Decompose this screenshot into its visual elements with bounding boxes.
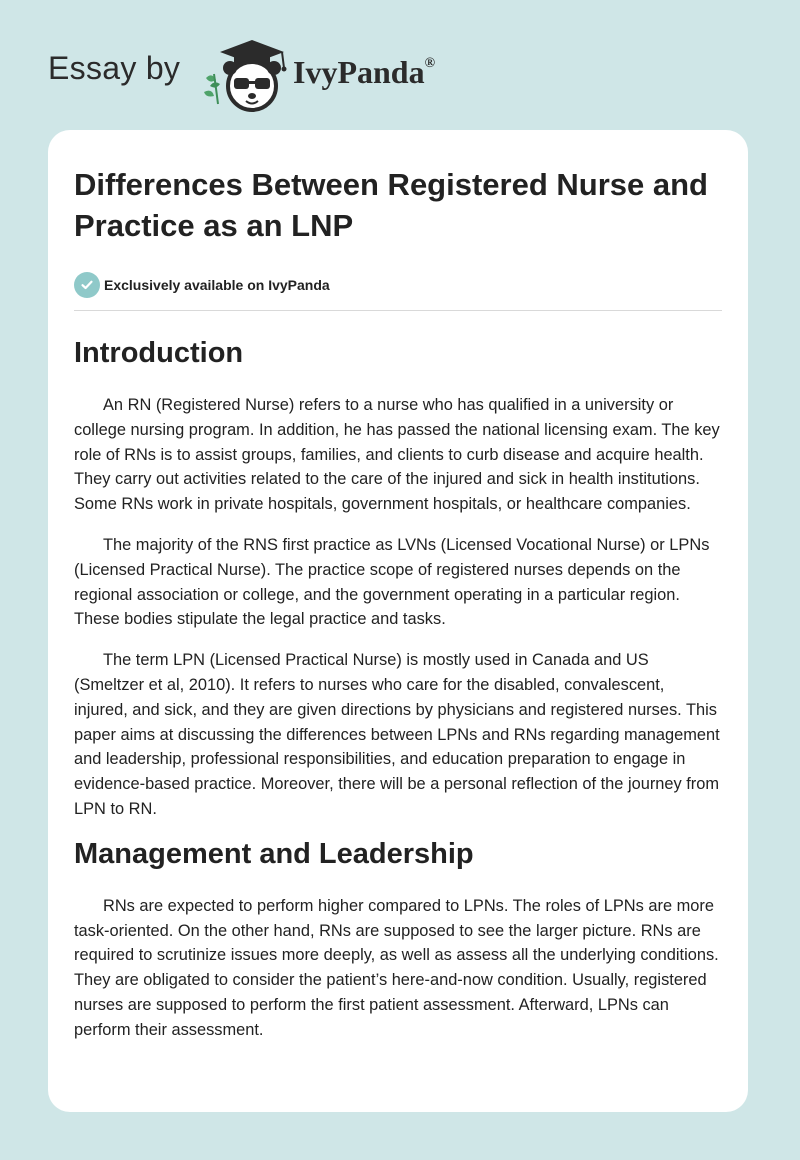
site-header (0, 0, 800, 130)
divider (74, 310, 722, 311)
panda-logo-icon (200, 34, 296, 114)
exclusive-badge (74, 272, 722, 298)
check-icon (74, 272, 100, 298)
registered-mark: ® (424, 56, 436, 71)
paragraph: The majority of the RNS first practice as LVNs (Licensed Vocational Nurse) or LPNs (Licensed Practical Nurse). The practice scope of registered nurses depends on the regional association or college, and the government operating in a particular region. These bodies stipulate the legal practice and tasks. (74, 535, 710, 629)
brand-name[interactable] (293, 54, 435, 91)
article-title: Differences Between Registered Nurse and Practice as an LNP (74, 167, 708, 243)
section-heading: Management and Leadership (74, 837, 474, 870)
paragraph: An RN (Registered Nurse) refers to a nurse who has qualified in a university or college nursing program. In addition, he has passed the national licensing exam. The key role of RNs is to assist groups, families, and clients to curb disease and acquire health. They carry out activities related to the care of the injured and sick in health institutions. Some RNs work in private hospitals, government hospitals, or healthcare companies. (74, 396, 720, 514)
ivypanda-logo[interactable] (200, 34, 296, 114)
paragraph: The term LPN (Licensed Practical Nurse) is mostly used in Canada and US (Smeltzer et al, 2010). It refers to nurses who care for the disabled, convalescent, injured, and sick, and they are given directions by physicians and registered nurses. This paper aims at discussing the differences between LPNs and RNs regarding management and leadership, professional responsibilities, and education preparation to engage in evidence-based practice. Moreover, there will be a personal reflection of the journey from LPN to RN. (74, 651, 720, 818)
brand-text: IvyPanda (293, 54, 425, 90)
paragraph: RNs are expected to perform higher compared to LPNs. The roles of LPNs are more task-oriented. On the other hand, RNs are supposed to see the larger picture. RNs are required to scrutinize issues more deeply, as well as assess all the underlying conditions. They are obligated to consider the patient’s here-and-now condition. Usually, registered nurses are supposed to perform the first patient assessment. Afterward, LPNs can perform their assessment. (74, 896, 719, 1039)
article-card (48, 130, 748, 1112)
section-heading: Introduction (74, 337, 244, 369)
essay-by-label: Essay by (48, 50, 181, 86)
exclusive-label: Exclusively available on IvyPanda (104, 277, 330, 293)
